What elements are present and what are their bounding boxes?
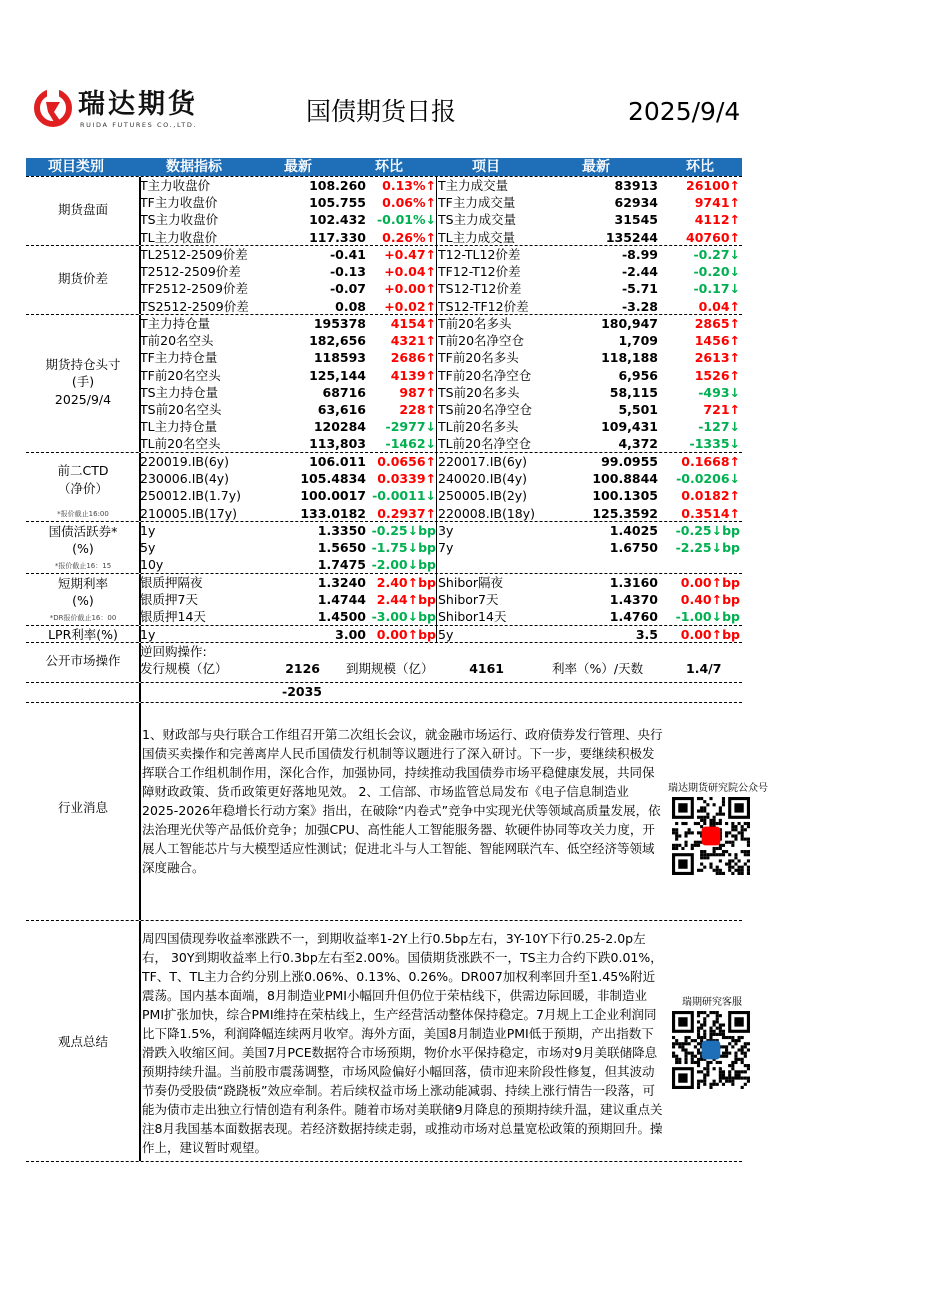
item-name: Shibor隔夜: [438, 575, 504, 590]
indicator-name: TL主力收盘价: [140, 229, 218, 245]
section-0: [26, 176, 742, 245]
indicator-value: 133.0182: [300, 505, 366, 521]
indicator-name: TS前20名空头: [140, 401, 222, 417]
table-row: [26, 332, 742, 349]
item-value: 180,947: [601, 316, 658, 331]
item-change: 1526↑: [694, 367, 740, 383]
indicator-change: +0.00↑: [384, 281, 436, 297]
indicator-name: TL主力持仓量: [140, 419, 218, 435]
indicator-value: 1.7475: [317, 557, 366, 573]
table-body: [26, 176, 742, 642]
item-value: 62934: [614, 195, 658, 211]
mature-value: 4161: [469, 661, 504, 677]
customer-service-qr-icon: [672, 1011, 750, 1089]
item-value: 58,115: [609, 384, 658, 400]
item-name: T12-TL12价差: [438, 247, 521, 262]
table-row: [26, 367, 742, 384]
item-name: 220008.IB(18y): [438, 505, 536, 521]
report-title: 国债期货日报: [306, 97, 457, 126]
item-value: 1.4370: [609, 592, 658, 608]
item-change: 26100↑: [686, 178, 740, 193]
table-row: [26, 574, 742, 591]
table-row: [26, 539, 742, 556]
indicator-change: +0.02↑: [384, 298, 436, 314]
open-market-section: [26, 642, 742, 682]
indicator-name: 230006.IB(4y): [140, 471, 230, 487]
report-date: 2025/9/4: [628, 97, 741, 126]
item-name: 220017.IB(6y): [438, 454, 528, 469]
item-name: TS12-TF12价差: [438, 298, 529, 314]
net-injection-value: -2035: [282, 684, 322, 699]
table-row: [26, 453, 742, 470]
item-value: 125.3592: [592, 505, 658, 521]
indicator-value: -0.13: [329, 264, 366, 280]
header-item: 项目: [472, 159, 500, 175]
indicator-change: -0.0011↓: [372, 488, 436, 504]
item-name: TF12-T12价差: [438, 264, 521, 280]
item-value: 118,188: [601, 350, 658, 366]
rate-value: 1.4/7: [686, 661, 722, 677]
indicator-value: 1.3350: [317, 523, 366, 538]
item-name: 5y: [438, 627, 454, 642]
table-row: [26, 177, 742, 194]
table-row: [26, 211, 742, 228]
industry-news-text: 1、财政部与央行联合工作组召开第二次组长会议，就金融市场运行、政府债券发行管理、央行国债买卖操作和完善离岸人民币国债发行机制等议题进行了深入研讨。下一步，要继续积极发挥联合工作组机制作用，深化合作，加强协同，持续推动我国债券市场平稳健康发展，共同保障财政政策、货币政策更好落地见效。 2、工信部、市场监管总局发布《电子信息制造业2025-2026年稳增长行动方案》指出，在破除“内卷式”竞争中实现光伏等领域高质量发展，依法治理光伏等产品低价竞争；加强CPU、高性能人工智能服务器、软硬件协同等攻关力度，开展人工智能芯片与大模型适应性测试；促进北斗与人工智能、智能网联汽车、低空经济等领域深度融合。: [142, 727, 663, 875]
indicator-value: 105.755: [309, 195, 366, 211]
item-change: 0.1668↑: [681, 454, 740, 469]
net-injection-row: [26, 682, 742, 702]
item-name: T前20名净空仓: [438, 333, 525, 349]
item-name: T前20名多头: [438, 316, 512, 331]
data-table: [26, 158, 768, 1162]
table-row: [26, 280, 742, 297]
item-change: -0.20↓: [693, 264, 740, 280]
item-change: 9741↑: [694, 195, 740, 211]
section-5: [26, 573, 742, 625]
section-label: 2025/9/4: [54, 391, 112, 407]
item-change: 0.3514↑: [681, 505, 740, 521]
indicator-name: TF前20名空头: [140, 367, 221, 383]
indicator-value: 3.00: [335, 627, 366, 642]
item-value: -5.71: [621, 281, 658, 297]
indicator-change: +0.04↑: [384, 264, 436, 280]
indicator-change: 0.13%↑: [382, 178, 436, 193]
header-latest-2: 最新: [582, 159, 610, 175]
indicator-name: TS主力收盘价: [140, 212, 219, 228]
item-value: -2.44: [621, 264, 658, 280]
header-indicator: 数据指标: [166, 159, 222, 175]
indicator-name: TF主力收盘价: [140, 195, 218, 211]
summary-text: 周四国债现券收益率涨跌不一，到期收益率1-2Y上行0.5bp左右，3Y-10Y下行0.25-2.0p左右， 30Y到期收益率上行0.3bp左右至2.00%。国债期货涨跌不一，TS主力合约下跌0.01%，TF、T、TL主力合约分别上涨0.06%、0.13%、0.26%。DR007加权利率回升至1.45%附近震荡。国内基本面端，8月制造业PMI小幅回升但仍位于荣枯线下，供需边际回暖，非制造业PMI扩张加快，综合PMI维持在荣枯线上，生产经营活动整体保持稳定。7月规上工企业利润同比下降1.5%，利润降幅连续两月收窄。海外方面，美国8月制造业PMI低于预期，产出指数下滑跌入收缩区间。美国7月PCE数据符合市场预期，物价水平保持稳定，市场对9月美联储降息预期持续升温。当前股市震荡调整，市场风险偏好小幅回落，债市迎来阶段性修复，但其波动节奏仍受股债“跷跷板”效应牵制。若后续权益市场上涨动能减弱、持续上涨行情告一段落，可能为债市走出独立行情创造有利条件。随着市场对美联储9月降息的预期持续升温，建议重点关注8月我国基本面数据表现。若经济数据持续走弱，或推动市场对总量宽松政策的预期回升。操作上，建议暂时观望。: [142, 931, 663, 1155]
section-4: [26, 521, 742, 573]
indicator-value: 113,803: [309, 436, 366, 452]
table-row: [26, 505, 742, 522]
indicator-change: 4139↑: [390, 367, 436, 383]
item-name: TL前20名净空仓: [438, 436, 532, 452]
open-market-row-2: [26, 660, 742, 677]
section-label: (%): [72, 593, 94, 608]
item-change: -493↓: [698, 384, 740, 400]
indicator-value: 102.432: [309, 212, 366, 228]
item-value: 83913: [614, 178, 658, 193]
item-change: -0.25↓bp: [675, 523, 740, 538]
indicator-change: 0.0339↑: [377, 471, 436, 487]
indicator-name: 10y: [140, 557, 164, 573]
item-name: TL主力成交量: [438, 229, 516, 245]
item-name: TS12-T12价差: [438, 281, 522, 297]
indicator-change: 2.44↑bp: [376, 592, 436, 608]
indicator-value: 68716: [322, 384, 366, 400]
table-row: [26, 315, 742, 332]
summary-section: [26, 920, 742, 1162]
indicator-value: 105.4834: [300, 471, 366, 487]
indicator-name: TF2512-2509价差: [140, 281, 248, 297]
indicator-change: -1.75↓bp: [371, 540, 436, 556]
section-1: [26, 245, 742, 314]
item-name: 3y: [438, 523, 454, 538]
indicator-name: 1y: [140, 523, 156, 538]
section-label: 期货持仓头寸: [45, 357, 121, 373]
table-row: [26, 487, 742, 504]
item-value: 1,709: [618, 333, 658, 349]
item-change: -1335↓: [689, 436, 740, 452]
item-name: TS前20名净空仓: [438, 401, 532, 417]
indicator-value: 63,616: [317, 401, 366, 417]
brand-logo: [34, 88, 214, 134]
indicator-name: T前20名空头: [140, 333, 214, 349]
open-market-row-1: [26, 643, 742, 660]
item-change: 4112↑: [694, 212, 740, 228]
indicator-name: TS主力持仓量: [140, 384, 219, 400]
indicator-change: 2.40↑bp: [376, 575, 436, 590]
item-change: 2613↑: [694, 350, 740, 366]
indicator-value: 120284: [313, 419, 366, 435]
table-row: [26, 229, 742, 246]
item-change: -0.27↓: [693, 247, 740, 262]
indicator-change: -2977↓: [385, 419, 436, 435]
indicator-name: 220019.IB(6y): [140, 454, 230, 469]
indicator-change: 4154↑: [390, 316, 436, 331]
item-name: TF前20名多头: [438, 350, 519, 366]
item-value: 1.6750: [609, 540, 658, 556]
indicator-name: 银质押7天: [140, 592, 198, 608]
brand-name-cn: 瑞达期货: [78, 89, 198, 120]
indicator-value: 108.260: [309, 178, 366, 193]
item-value: 100.1305: [592, 488, 658, 504]
table-row: [26, 418, 742, 435]
ruida-logo-icon: [34, 88, 72, 128]
issue-label: 发行规模（亿）: [140, 661, 228, 677]
indicator-change: -0.01%↓: [376, 212, 436, 228]
header-change-2: 环比: [686, 159, 714, 175]
indicator-change: -2.00↓bp: [371, 557, 436, 573]
indicator-value: -0.41: [329, 247, 366, 262]
section-label: (手): [71, 374, 95, 390]
indicator-change: 0.2937↑: [377, 505, 436, 521]
indicator-change: 4321↑: [390, 333, 436, 349]
table-row: [26, 626, 742, 643]
section-6: [26, 625, 742, 642]
header-latest: 最新: [284, 159, 312, 175]
indicator-name: TL前20名空头: [140, 436, 221, 452]
indicator-name: 5y: [140, 540, 156, 556]
item-name: TS主力成交量: [438, 212, 517, 228]
indicator-value: 106.011: [309, 454, 366, 469]
indicator-name: TS2512-2509价差: [140, 298, 249, 314]
table-row: [26, 470, 742, 487]
header-change: 环比: [375, 159, 403, 175]
indicator-value: 117.330: [309, 229, 366, 245]
item-name: TL前20名多头: [438, 419, 519, 435]
section-label: 国债活跃券*: [48, 523, 118, 539]
indicator-change: 228↑: [399, 401, 436, 417]
table-row: [26, 608, 742, 625]
item-value: 4,372: [618, 436, 658, 452]
item-value: 1.4025: [609, 523, 658, 538]
table-row: [26, 263, 742, 280]
indicator-change: 0.26%↑: [382, 229, 436, 245]
header-category: 项目类别: [48, 159, 104, 175]
item-change: 0.40↑bp: [680, 592, 740, 608]
indicator-change: 987↑: [399, 384, 436, 400]
item-change: 1456↑: [694, 333, 740, 349]
item-change: 2865↑: [694, 316, 740, 331]
indicator-value: 1.4744: [317, 592, 366, 608]
rate-label: 利率（%）/天数: [552, 661, 644, 677]
industry-news-section: [26, 702, 768, 920]
indicator-change: 0.0656↑: [377, 454, 436, 469]
table-row: [26, 556, 742, 573]
section-label: LPR利率(%): [48, 627, 118, 642]
item-value: 100.8844: [592, 471, 658, 487]
item-name: 250005.IB(2y): [438, 488, 528, 504]
table-row: [26, 384, 742, 401]
indicator-change: -1462↓: [385, 436, 436, 452]
item-value: 5,501: [618, 401, 658, 417]
section-note: *报价截止16：15: [54, 562, 112, 570]
open-market-title: 逆回购操作:: [140, 644, 207, 659]
indicator-change: -3.00↓bp: [371, 609, 436, 625]
table-row: [26, 591, 742, 608]
section-2: [26, 314, 742, 452]
item-name: Shibor14天: [438, 609, 507, 625]
item-change: 721↑: [703, 401, 740, 417]
indicator-name: 250012.IB(1.7y): [140, 488, 241, 504]
item-change: -1.00↓bp: [675, 609, 740, 625]
indicator-change: 0.06%↑: [382, 195, 436, 211]
indicator-name: T主力持仓量: [140, 316, 211, 331]
indicator-change: 0.00↑bp: [376, 627, 436, 642]
item-value: 135244: [605, 229, 658, 245]
customer-service-caption: 瑞期研究客服: [682, 997, 742, 1008]
section-note: *DR报价截止16：00: [49, 614, 117, 622]
indicator-value: 125,144: [309, 367, 366, 383]
summary-label: 观点总结: [57, 1034, 108, 1049]
item-value: 99.0955: [601, 454, 658, 469]
indicator-change: +0.47↑: [384, 247, 436, 262]
section-label: 期货盘面: [57, 201, 108, 217]
item-change: -0.17↓: [693, 281, 740, 297]
indicator-name: 银质押隔夜: [140, 575, 203, 590]
item-value: 109,431: [601, 419, 658, 435]
table-row: [26, 401, 742, 418]
item-change: 0.0182↑: [681, 488, 740, 504]
section-label: （净价）: [57, 480, 108, 496]
item-name: TF主力成交量: [438, 195, 516, 211]
indicator-value: -0.07: [329, 281, 366, 297]
section-label: 前二CTD: [57, 463, 109, 479]
section-label: 期货价差: [57, 270, 108, 286]
item-value: 1.4760: [609, 609, 658, 625]
open-market-label: 公开市场操作: [45, 653, 121, 668]
item-name: 240020.IB(4y): [438, 471, 528, 487]
indicator-name: 银质押14天: [140, 609, 206, 625]
brand-name-en: RUIDA FUTURES CO.,LTD.: [80, 121, 198, 129]
indicator-value: 1.4500: [317, 609, 366, 625]
indicator-name: TF主力持仓量: [140, 350, 218, 366]
table-row: [26, 522, 742, 539]
indicator-value: 100.0017: [300, 488, 366, 504]
indicator-name: T2512-2509价差: [140, 264, 241, 280]
item-name: T主力成交量: [438, 178, 509, 193]
official-account-caption: 瑞达期货研究院公众号: [668, 783, 768, 794]
table-row: [26, 435, 742, 452]
item-name: Shibor7天: [438, 592, 499, 608]
indicator-name: T主力收盘价: [140, 178, 211, 193]
indicator-value: 195378: [313, 316, 366, 331]
table-row: [26, 246, 742, 263]
item-change: 40760↑: [686, 229, 740, 245]
table-row: [26, 298, 742, 315]
section-note: *报价截止16:00: [57, 510, 109, 518]
indicator-change: 2686↑: [390, 350, 436, 366]
section-3: [26, 452, 742, 521]
table-row: [26, 194, 742, 211]
item-value: 31545: [614, 212, 658, 228]
issue-value: 2126: [285, 661, 320, 677]
item-value: -8.99: [621, 247, 658, 262]
item-change: -127↓: [698, 419, 740, 435]
section-label: 短期利率: [57, 575, 108, 591]
item-name: 7y: [438, 540, 454, 556]
indicator-name: 1y: [140, 627, 156, 642]
indicator-value: 182,656: [309, 333, 366, 349]
official-account-qr-icon: [672, 797, 750, 875]
item-change: 0.04↑: [698, 298, 740, 314]
item-value: -3.28: [621, 298, 658, 314]
indicator-value: 0.08: [335, 298, 366, 314]
mature-label: 到期规模（亿）: [346, 661, 434, 677]
indicator-value: 1.3240: [317, 575, 366, 590]
item-value: 1.3160: [609, 575, 658, 590]
item-change: 0.00↑bp: [680, 627, 740, 642]
item-change: -2.25↓bp: [675, 540, 740, 556]
indicator-name: 210005.IB(17y): [140, 505, 238, 521]
item-change: 0.00↑bp: [680, 575, 740, 590]
item-name: TF前20名净空仓: [438, 367, 532, 383]
indicator-name: TL2512-2509价差: [140, 247, 248, 262]
industry-news-label: 行业消息: [57, 800, 108, 815]
table-row: [26, 349, 742, 366]
section-label: (%): [72, 541, 94, 556]
item-value: 6,956: [618, 367, 658, 383]
table-header: [26, 158, 742, 176]
item-change: -0.0206↓: [676, 471, 740, 487]
item-name: TS前20名多头: [438, 384, 520, 400]
indicator-value: 1.5650: [317, 540, 366, 556]
item-value: 3.5: [635, 627, 658, 642]
indicator-change: -0.25↓bp: [371, 523, 436, 538]
indicator-value: 118593: [313, 350, 366, 366]
